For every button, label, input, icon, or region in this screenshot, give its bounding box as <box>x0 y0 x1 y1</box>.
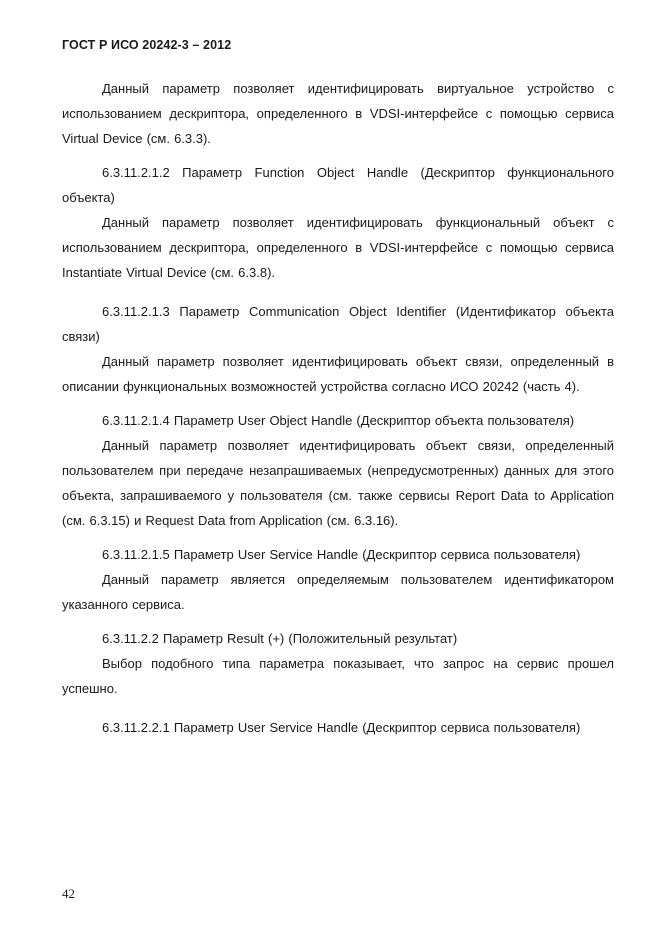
heading-user-service-handle-2: 6.3.11.2.2.1 Параметр User Service Handle (Дескриптор сервиса пользователя) <box>102 720 581 735</box>
heading-user-service-handle: 6.3.11.2.1.5 Параметр User Service Handle (Дескриптор сервиса пользователя) <box>102 547 581 562</box>
document-header: ГОСТ Р ИСО 20242-3 – 2012 <box>62 38 232 52</box>
document-body <box>62 76 614 740</box>
paragraph-function-object-desc: Данный параметр позволяет идентифицировать функциональный объект с использованием дескриптора, определенного в VDSI-интерфейсе с помощью сервиса Instantiate Virtual Device (см. 6.3.8). <box>62 215 614 280</box>
heading-communication-object-identifier: 6.3.11.2.1.3 Параметр Communication Object Identifier (Идентификатор объекта связи) <box>62 304 614 344</box>
paragraph-communication-object-desc: Данный параметр позволяет идентифицировать объект связи, определенный в описании функциональных возможностей устройства согласно ИСО 20242 (часть 4). <box>62 354 614 394</box>
paragraph-user-service-desc: Данный параметр является определяемым пользователем идентификатором указанного сервиса. <box>62 572 614 612</box>
heading-user-object-handle: 6.3.11.2.1.4 Параметр User Object Handle (Дескриптор объекта пользователя) <box>102 413 575 428</box>
paragraph-user-object-desc: Данный параметр позволяет идентифицировать объект связи, определенный пользователем при передаче незапрашиваемых (непредусмотренных) данных для этого объекта, запрашиваемого у пользователя (см. также сервисы Report Data to Application (см. 6.3.15) и Request Data from Application (см. 6.3.16). <box>62 438 614 528</box>
heading-function-object-handle: 6.3.11.2.1.2 Параметр Function Object Handle (Дескриптор функционального объекта) <box>62 165 614 205</box>
paragraph-result-positive-desc: Выбор подобного типа параметра показывает, что запрос на сервис прошел успешно. <box>62 656 614 696</box>
page-number: 42 <box>62 886 75 901</box>
paragraph-virtual-device-desc: Данный параметр позволяет идентифицировать виртуальное устройство с использованием дескриптора, определенного в VDSI-интерфейсе с помощью сервиса Virtual Device (см. 6.3.3). <box>62 81 614 146</box>
heading-result-positive: 6.3.11.2.2 Параметр Result (+) (Положительный результат) <box>102 631 458 646</box>
